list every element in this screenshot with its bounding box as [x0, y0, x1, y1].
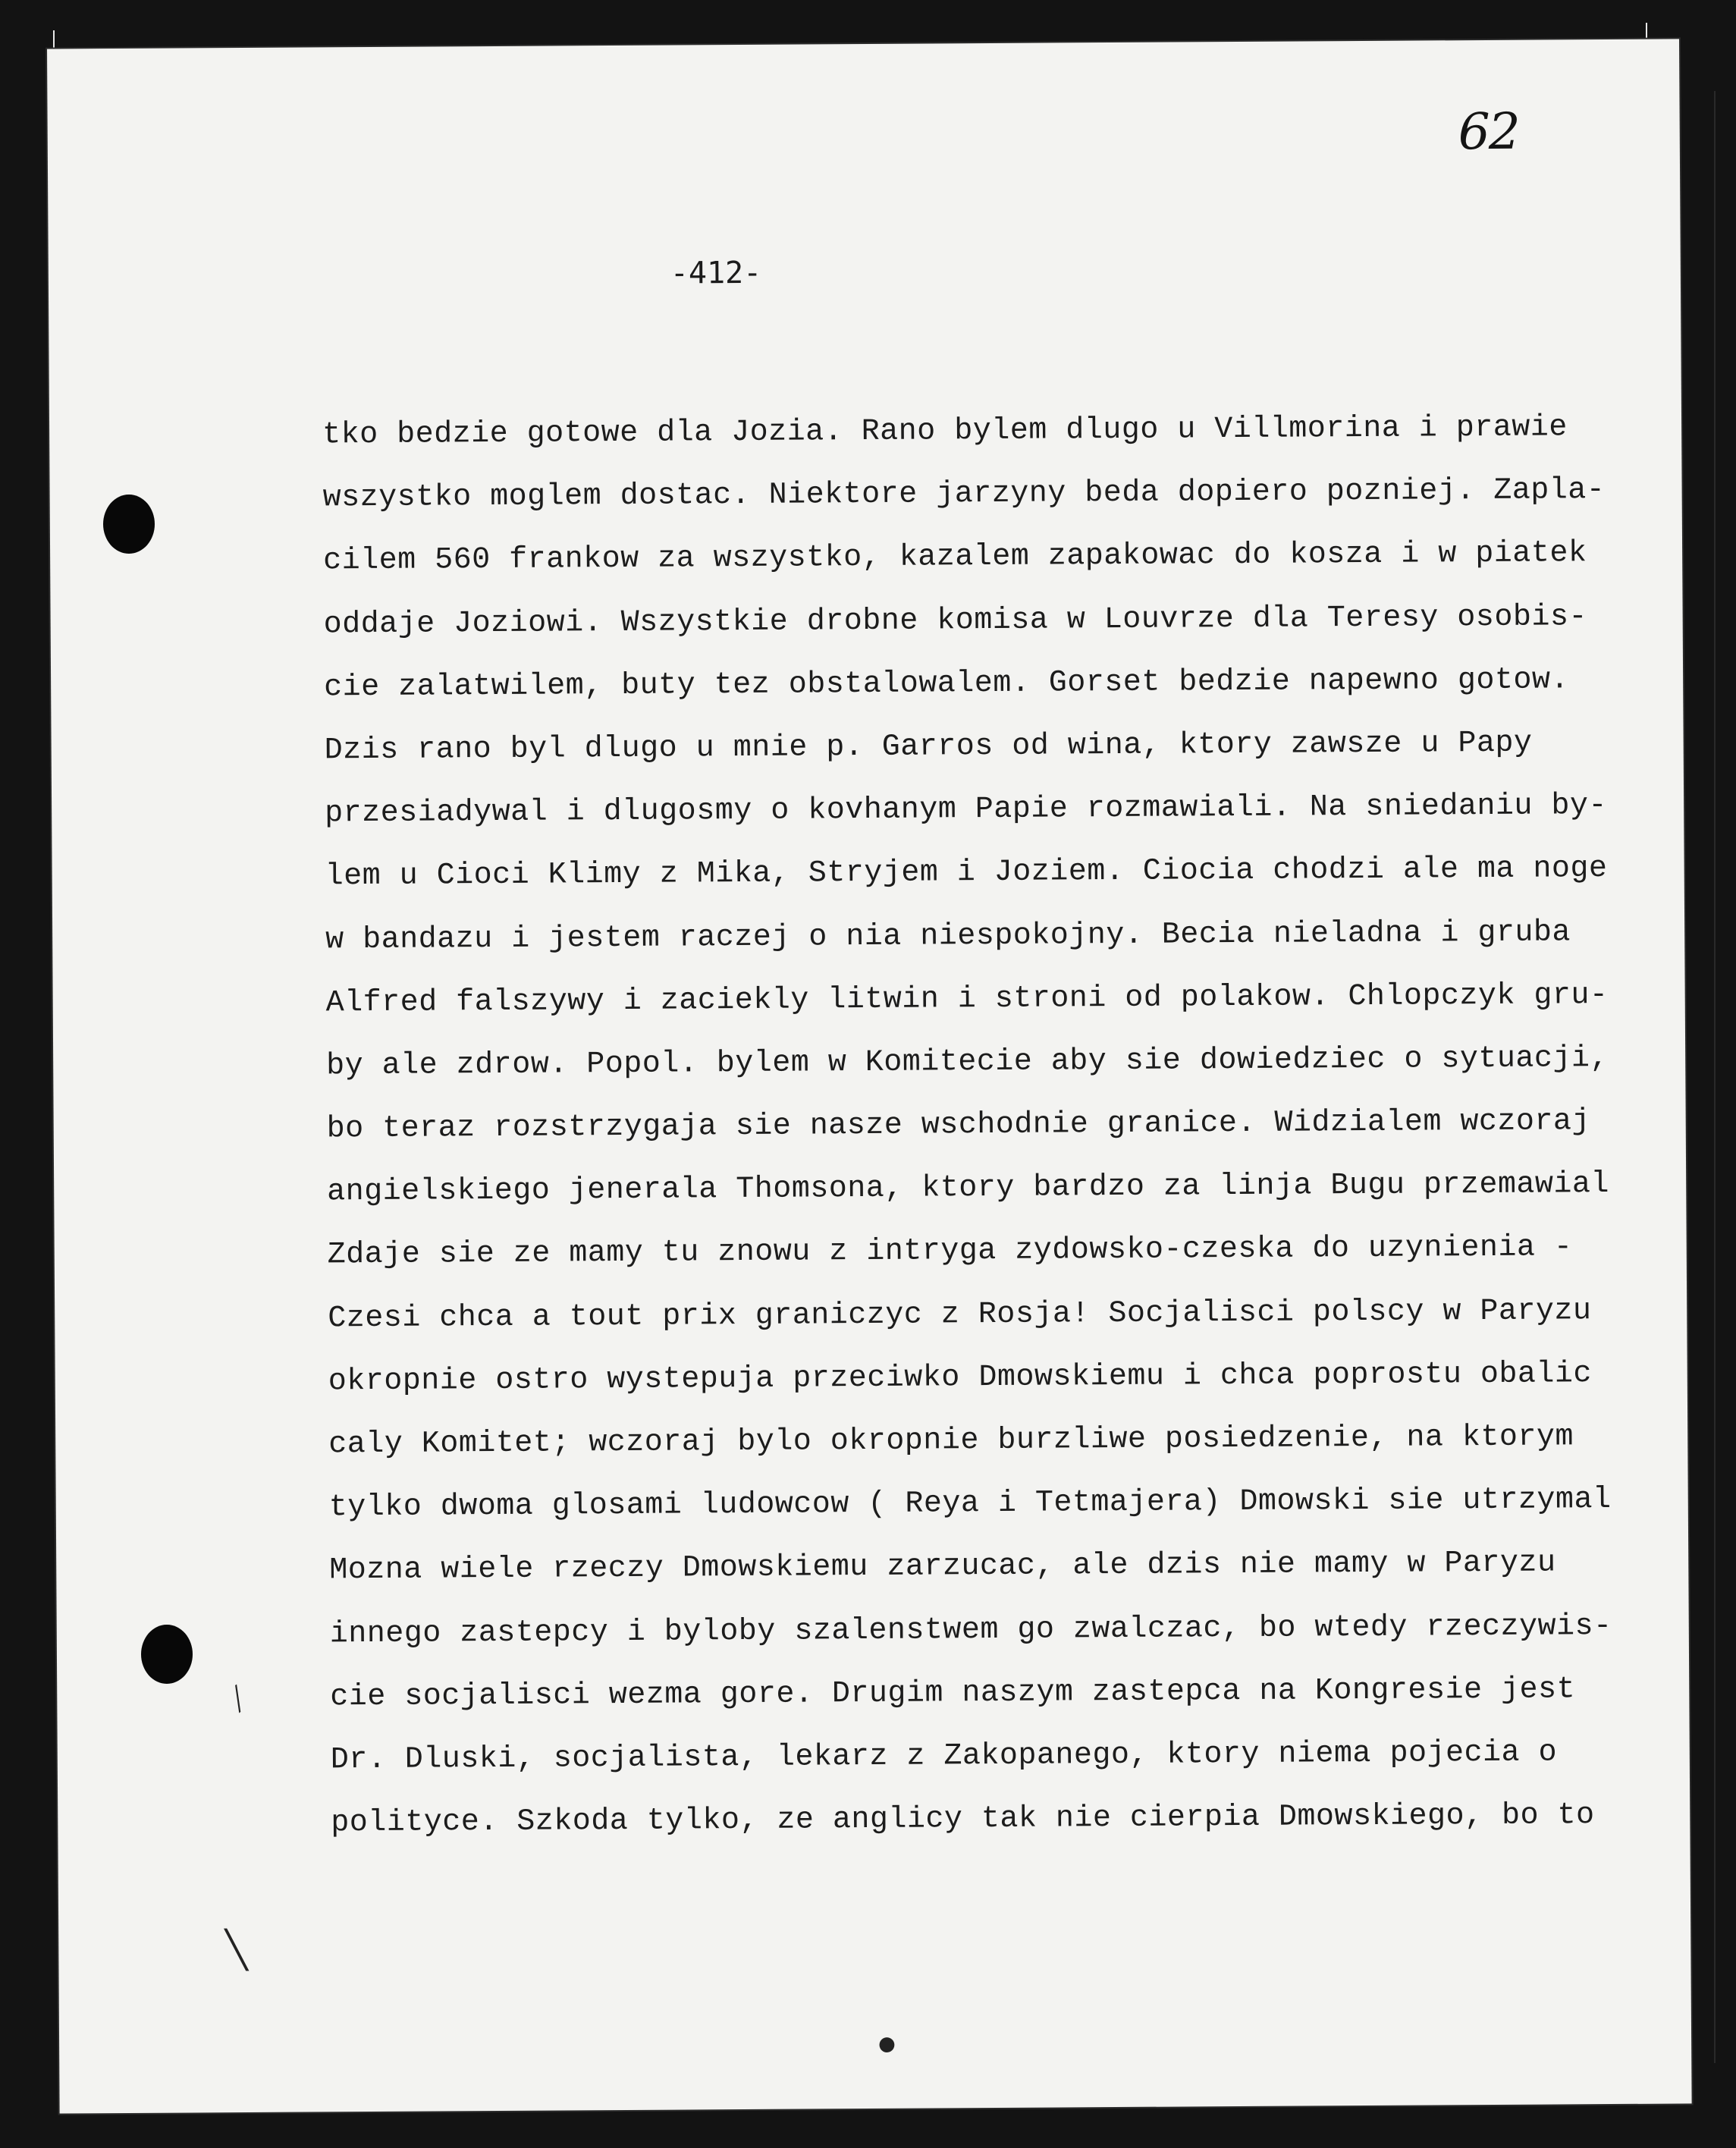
text-line: cilem 560 frankow za wszystko, kazalem zapakowac do kosza i w piatek	[323, 536, 1587, 579]
text-line: lem u Cioci Klimy z Mika, Stryjem i Joziem. Ciocia chodzi ale ma noge	[325, 852, 1608, 894]
text-line: Czesi chca a tout prix graniczyc z Rosja! Socjalisci polscy w Paryzu	[328, 1293, 1592, 1336]
text-line: tylko dwoma glosami ludowcow ( Reya i Tetmajera) Dmowski sie utrzymal	[328, 1483, 1612, 1525]
punch-hole	[141, 1625, 193, 1684]
text-line: tko bedzie gotowe dla Jozia. Rano bylem dlugo u Villmorina i prawie	[322, 410, 1568, 453]
text-line: Mozna wiele rzeczy Dmowskiemu zarzucac, ale dzis nie mamy w Paryzu	[329, 1546, 1556, 1588]
text-line: w bandazu i jestem raczej o nia niespokojny. Becia nieladna i gruba	[325, 915, 1571, 957]
text-line: cie zalatwilem, buty tez obstalowalem. Gorset bedzie napewno gotow.	[324, 663, 1570, 705]
text-line: oddaje Joziowi. Wszystkie drobne komisa w Louvrze dla Teresy osobis-	[323, 599, 1588, 642]
text-line: cie socjalisci wezma gore. Drugim naszym zastepca na Kongresie jest	[330, 1672, 1576, 1715]
text-line: Alfred falszywy i zaciekly litwin i stroni od polakow. Chlopczyk gru-	[325, 978, 1609, 1021]
text-line: wszystko moglem dostac. Niektore jarzyny beda dopiero pozniej. Zapla-	[322, 473, 1606, 516]
text-line: caly Komitet; wczoraj bylo okropnie burzliwe posiedzenie, na ktorym	[328, 1420, 1574, 1462]
text-line: innego zastepcy i byloby szalenstwem go zwalczac, bo wtedy rzeczywis-	[329, 1609, 1612, 1651]
text-line: Dzis rano byl dlugo u mnie p. Garros od wina, ktory zawsze u Papy	[324, 726, 1533, 768]
page-number: -412-	[670, 255, 762, 291]
text-line: przesiadywal i dlugosmy o kovhanym Papie rozmawiali. Na sniedaniu by-	[325, 789, 1608, 831]
stray-mark: ╱	[225, 1685, 251, 1713]
text-line: bo teraz rozstrzygaja sie nasze wschodnie granice. Widzialem wczoraj	[326, 1104, 1591, 1147]
text-line: angielskiego jenerala Thomsona, ktory bardzo za linja Bugu przemawial	[327, 1167, 1610, 1210]
typescript-sheet	[47, 39, 1692, 2113]
text-line: okropnie ostro wystepuja przeciwko Dmowskiemu i chca poprostu obalic	[328, 1356, 1593, 1399]
text-line: by ale zdrow. Popol. bylem w Komitecie aby sie dowiedziec o sytuacji,	[326, 1041, 1609, 1084]
film-edge-line	[1714, 91, 1716, 2063]
stray-mark: ╲	[225, 1929, 248, 1972]
stray-mark: ●	[878, 2032, 896, 2055]
text-line: polityce. Szkoda tylko, ze anglicy tak nie cierpia Dmowskiego, bo to	[331, 1798, 1595, 1841]
typescript-body	[322, 395, 1697, 1854]
text-line: Dr. Dluski, socjalista, lekarz z Zakopanego, ktory niema pojecia o	[330, 1735, 1558, 1778]
folio-number: 62	[1458, 102, 1519, 162]
text-line: Zdaje sie ze mamy tu znowu z intryga zydowsko-czeska do uzynienia -	[327, 1230, 1573, 1273]
punch-hole	[103, 495, 155, 554]
